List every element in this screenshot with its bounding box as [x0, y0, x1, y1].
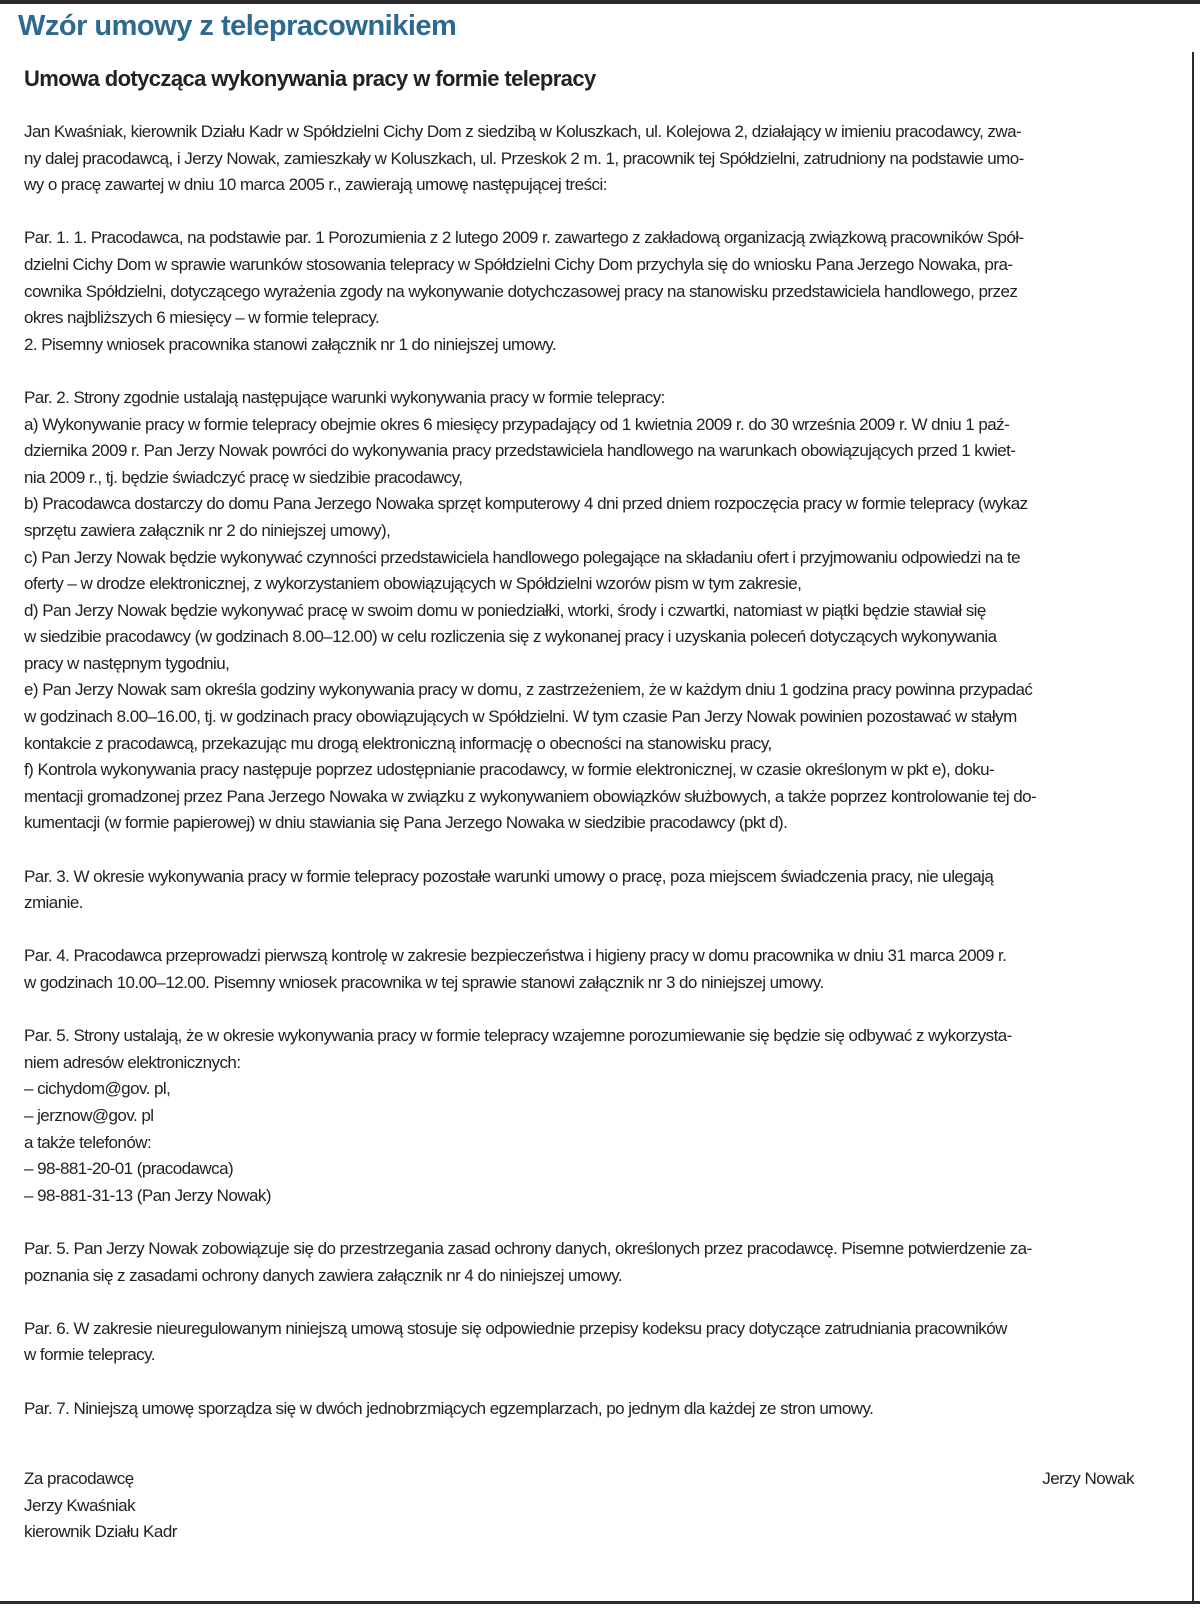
- paragraph-line: c) Pan Jerzy Nowak będzie wykonywać czynności przedstawiciela handlowego polegające na składaniu ofert i przyjmowaniu odpowiedzi na te: [24, 547, 1020, 567]
- paragraph-line: okres najbliższych 6 miesięcy – w formie telepracy.: [24, 308, 380, 328]
- contract-paragraph: [24, 1236, 1174, 1289]
- paragraph-line: Par. 1. 1. Pracodawca, na podstawie par. 1 Porozumienia z 2 lutego 2009 r. zawartego z zakładową organizacją związkową pracowników Spół-: [24, 228, 1024, 248]
- paragraph-line: oferty – w drodze elektronicznej, z wykorzystaniem obowiązujących w Spółdzielni wzorów pism w tym zakresie,: [24, 574, 802, 594]
- paragraph-line: Par. 7. Niniejszą umowę sporządza się w dwóch jednobrzmiących egzemplarzach, po jednym dla każdej ze stron umowy.: [24, 1398, 874, 1418]
- paragraph-line: pracy w następnym tygodniu,: [24, 653, 230, 673]
- employer-signature-line: Za pracodawcę: [24, 1469, 134, 1488]
- contract-paragraph: [24, 119, 1174, 199]
- employee-signature: Jerzy Nowak: [1042, 1469, 1134, 1488]
- paragraph-line: kontakcie z pracodawcą, przekazując mu drogą elektroniczną informację o obecności na stanowisku pracy,: [24, 733, 772, 753]
- page-title: Wzór umowy z telepracownikiem: [18, 10, 457, 42]
- top-rule: [0, 0, 1200, 4]
- employer-signature-line: kierownik Działu Kadr: [24, 1522, 177, 1542]
- paragraph-line: – 98-881-31-13 (Pan Jerzy Nowak): [24, 1185, 271, 1205]
- paragraph-line: nia 2009 r., tj. będzie świadczyć pracę w siedzibie pracodawcy,: [24, 467, 463, 487]
- employer-signature-line: Jerzy Kwaśniak: [24, 1495, 136, 1515]
- contract-paragraph: [24, 1023, 1174, 1209]
- paragraph-line: Par. 2. Strony zgodnie ustalają następujące warunki wykonywania pracy w formie telepracy:: [24, 387, 665, 407]
- paragraph-line: – cichydom@gov. pl,: [24, 1079, 171, 1099]
- contract-paragraph: [24, 225, 1174, 358]
- paragraph-line: 2. Pisemny wniosek pracownika stanowi załącznik nr 1 do niniejszej umowy.: [24, 334, 557, 354]
- paragraph-line: zmianie.: [24, 893, 83, 913]
- paragraph-line: w siedzibie pracodawcy (w godzinach 8.00–12.00) w celu rozliczenia się z wykonanej pracy i uzyskania poleceń dotyczących wykonywania: [24, 627, 997, 647]
- paragraph-line: Par. 5. Strony ustalają, że w okresie wykonywania pracy w formie telepracy wzajemne porozumiewanie się będzie się odbywać z wykorzysta-: [24, 1026, 1012, 1046]
- paragraph-line: a także telefonów:: [24, 1132, 152, 1152]
- paragraph-line: kumentacji (w formie papierowej) w dniu stawiania się Pana Jerzego Nowaka w siedzibie pracodawcy (pkt d).: [24, 813, 788, 833]
- paragraph-line: d) Pan Jerzy Nowak będzie wykonywać pracę w swoim domu w poniedziałki, wtorki, środy i czwartki, natomiast w piątki będzie stawiał się: [24, 600, 986, 620]
- paragraph-line: dziernika 2009 r. Pan Jerzy Nowak powróci do wykonywania pracy przedstawiciela handlowego na warunkach obowiązujących przed 1 kwiet-: [24, 441, 1016, 461]
- paragraph-line: b) Pracodawca dostarczy do domu Pana Jerzego Nowaka sprzęt komputerowy 4 dni przed dniem rozpoczęcia pracy w formie telepracy (wykaz: [24, 494, 1028, 514]
- bottom-rule: [0, 1601, 1200, 1604]
- paragraph-line: f) Kontrola wykonywania pracy następuje poprzez udostępnianie pracodawcy, w formie elektronicznej, w czasie określonym w pkt e), doku-: [24, 760, 995, 780]
- paragraph-line: wy o pracę zawartej w dniu 10 marca 2005 r., zawierają umowę następującej treści:: [24, 175, 607, 195]
- paragraph-line: Par. 4. Pracodawca przeprowadzi pierwszą kontrolę w zakresie bezpieczeństwa i higieny pracy w domu pracownika w dniu 31 marca 2009 r.: [24, 946, 1007, 966]
- paragraph-line: Par. 6. W zakresie nieuregulowanym niniejszą umową stosuje się odpowiednie przepisy kodeksu pracy dotyczące zatrudniania pracowników: [24, 1318, 1007, 1338]
- paragraph-line: cownika Spółdzielni, dotyczącego wyrażenia zgody na wykonywanie dotychczasowej pracy na stanowisku przedstawiciela handlowego, przez: [24, 281, 1018, 301]
- paragraph-line: Par. 3. W okresie wykonywania pracy w formie telepracy pozostałe warunki umowy o pracę, poza miejscem świadczenia pracy, nie ulegają: [24, 866, 994, 886]
- paragraph-line: a) Wykonywanie pracy w formie telepracy obejmie okres 6 miesięcy przypadający od 1 kwietnia 2009 r. do 30 września 2009 r. W dniu 1 paź-: [24, 414, 1010, 434]
- paragraph-line: niem adresów elektronicznych:: [24, 1052, 241, 1072]
- employer-signature: [24, 1466, 177, 1546]
- paragraph-line: Jan Kwaśniak, kierownik Działu Kadr w Spółdzielni Cichy Dom z siedzibą w Koluszkach, ul. Kolejowa 2, działający w imieniu pracodawcy, zwa-: [24, 122, 1022, 141]
- paragraph-line: w godzinach 8.00–16.00, tj. w godzinach pracy obowiązujących w Spółdzielni. W tym czasie Pan Jerzy Nowak powinien pozostawać w stałym: [24, 707, 1017, 727]
- paragraph-line: – jerznow@gov. pl: [24, 1105, 154, 1125]
- paragraph-line: sprzętu zawiera załącznik nr 2 do niniejszej umowy),: [24, 520, 391, 540]
- paragraph-line: w formie telepracy.: [24, 1345, 155, 1365]
- contract-body: [24, 119, 1174, 1449]
- paragraph-line: e) Pan Jerzy Nowak sam określa godziny wykonywania pracy w domu, z zastrzeżeniem, że w każdym dniu 1 godzina pracy powinna przypadać: [24, 680, 1033, 700]
- contract-paragraph: [24, 385, 1174, 837]
- paragraph-line: Par. 5. Pan Jerzy Nowak zobowiązuje się do przestrzegania zasad ochrony danych, określonych przez pracodawcę. Pisemne potwierdzenie za-: [24, 1238, 1032, 1258]
- contract-paragraph: [24, 943, 1174, 996]
- contract-paragraph: [24, 864, 1174, 917]
- paragraph-line: poznania się z zasadami ochrony danych zawiera załącznik nr 4 do niniejszej umowy.: [24, 1265, 623, 1285]
- paragraph-line: w godzinach 10.00–12.00. Pisemny wniosek pracownika w tej sprawie stanowi załącznik nr 3 do niniejszej umowy.: [24, 973, 824, 992]
- paragraph-line: dzielni Cichy Dom w sprawie warunków stosowania telepracy w Spółdzielni Cichy Dom przychyla się do wniosku Pana Jerzego Nowaka, pra-: [24, 254, 1013, 274]
- paragraph-line: ny dalej pracodawcą, i Jerzy Nowak, zamieszkały w Koluszkach, ul. Przeskok 2 m. 1, pracownik tej Spółdzielni, zatrudniony na podstawie umo-: [24, 148, 1024, 168]
- contract-paragraph: [24, 1396, 1174, 1423]
- paragraph-line: – 98-881-20-01 (pracodawca): [24, 1159, 234, 1179]
- contract-paragraph: [24, 1316, 1174, 1369]
- paragraph-line: mentacji gromadzonej przez Pana Jerzego Nowaka w związku z wykonywaniem obowiązków służbowych, a także poprzez kontrolowanie tej do-: [24, 786, 1037, 806]
- contract-subtitle: Umowa dotycząca wykonywania pracy w formie telepracy: [24, 66, 596, 91]
